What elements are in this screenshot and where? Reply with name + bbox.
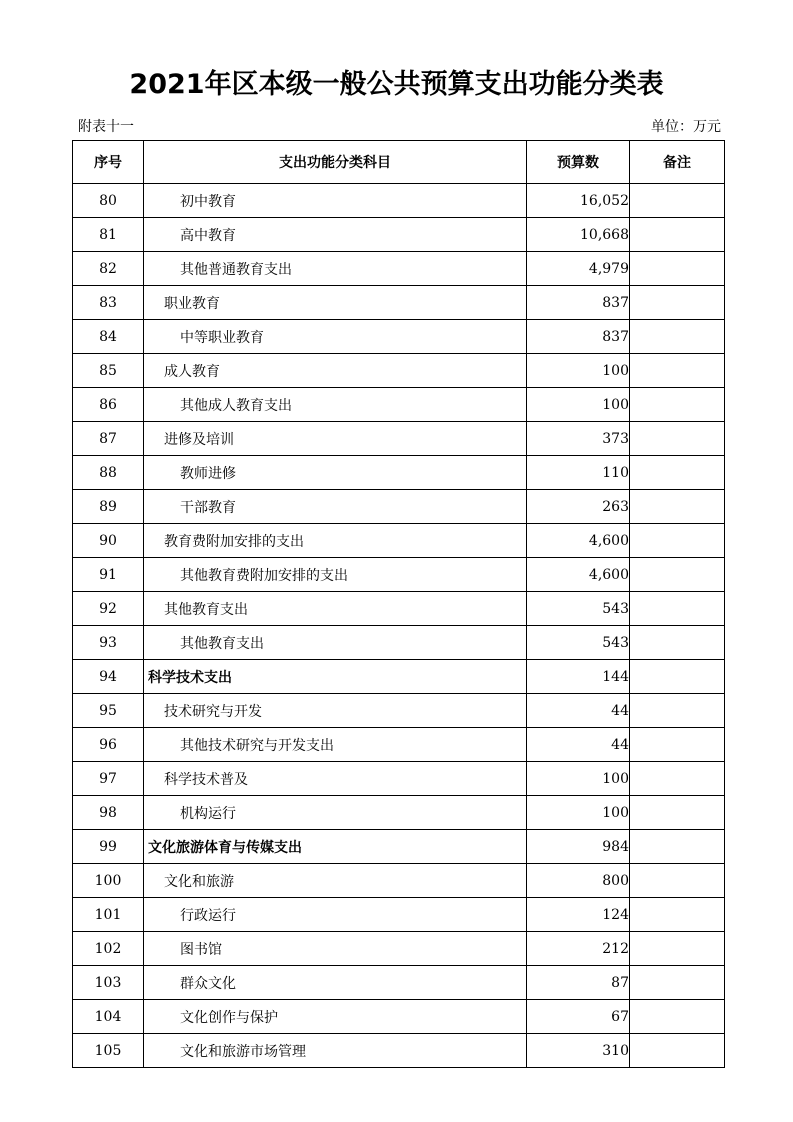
row-item-name: 群众文化 — [144, 966, 527, 1000]
row-budget-amount: 310 — [527, 1034, 630, 1068]
row-item-name: 科学技术支出 — [144, 660, 527, 694]
row-budget-amount: 373 — [527, 422, 630, 456]
row-note — [630, 286, 725, 320]
row-note — [630, 320, 725, 354]
unit-label: 单位：万元 — [651, 119, 721, 135]
table-row — [73, 898, 725, 932]
row-note — [630, 830, 725, 864]
row-number: 82 — [73, 252, 144, 286]
row-note — [630, 456, 725, 490]
row-number: 86 — [73, 388, 144, 422]
row-item-name: 成人教育 — [144, 354, 527, 388]
row-budget-amount: 4,600 — [527, 524, 630, 558]
row-item-name: 中等职业教育 — [144, 320, 527, 354]
row-note — [630, 898, 725, 932]
row-note — [630, 660, 725, 694]
table-row — [73, 388, 725, 422]
row-budget-amount: 263 — [527, 490, 630, 524]
row-budget-amount: 87 — [527, 966, 630, 1000]
table-row — [73, 218, 725, 252]
table-row — [73, 1034, 725, 1068]
row-number: 83 — [73, 286, 144, 320]
row-budget-amount: 543 — [527, 626, 630, 660]
table-row — [73, 184, 725, 218]
row-item-name: 其他教育费附加安排的支出 — [144, 558, 527, 592]
row-number: 96 — [73, 728, 144, 762]
row-item-name: 其他技术研究与开发支出 — [144, 728, 527, 762]
page-title: 2021年区本级一般公共预算支出功能分类表 — [129, 69, 664, 100]
row-item-name: 其他普通教育支出 — [144, 252, 527, 286]
row-note — [630, 966, 725, 1000]
row-budget-amount: 67 — [527, 1000, 630, 1034]
row-number: 94 — [73, 660, 144, 694]
row-item-name: 进修及培训 — [144, 422, 527, 456]
row-item-name: 文化旅游体育与传媒支出 — [144, 830, 527, 864]
row-item-name: 其他教育支出 — [144, 592, 527, 626]
row-number: 102 — [73, 932, 144, 966]
row-note — [630, 184, 725, 218]
row-note — [630, 796, 725, 830]
row-item-name: 机构运行 — [144, 796, 527, 830]
table-row — [73, 252, 725, 286]
row-item-name: 教师进修 — [144, 456, 527, 490]
row-note — [630, 558, 725, 592]
row-budget-amount: 44 — [527, 694, 630, 728]
table-header-row — [73, 141, 725, 184]
appendix-label: 附表十一 — [78, 119, 134, 135]
row-item-name: 文化创作与保护 — [144, 1000, 527, 1034]
row-number: 90 — [73, 524, 144, 558]
row-item-name: 科学技术普及 — [144, 762, 527, 796]
row-budget-amount: 837 — [527, 320, 630, 354]
header-item: 支出功能分类科目 — [144, 141, 527, 184]
row-budget-amount: 100 — [527, 388, 630, 422]
row-budget-amount: 4,979 — [527, 252, 630, 286]
row-item-name: 职业教育 — [144, 286, 527, 320]
table-row — [73, 422, 725, 456]
row-note — [630, 354, 725, 388]
row-number: 84 — [73, 320, 144, 354]
row-note — [630, 864, 725, 898]
table-row — [73, 558, 725, 592]
row-note — [630, 388, 725, 422]
row-item-name: 干部教育 — [144, 490, 527, 524]
table-row — [73, 490, 725, 524]
table-row — [73, 796, 725, 830]
row-number: 104 — [73, 1000, 144, 1034]
row-note — [630, 422, 725, 456]
row-budget-amount: 16,052 — [527, 184, 630, 218]
row-item-name: 图书馆 — [144, 932, 527, 966]
row-note — [630, 626, 725, 660]
row-item-name: 高中教育 — [144, 218, 527, 252]
table-row — [73, 830, 725, 864]
table-body — [73, 184, 725, 1068]
table-row — [73, 456, 725, 490]
row-budget-amount: 10,668 — [527, 218, 630, 252]
row-budget-amount: 110 — [527, 456, 630, 490]
row-number: 101 — [73, 898, 144, 932]
row-item-name: 行政运行 — [144, 898, 527, 932]
row-item-name: 其他成人教育支出 — [144, 388, 527, 422]
row-number: 103 — [73, 966, 144, 1000]
table-row — [73, 932, 725, 966]
row-budget-amount: 212 — [527, 932, 630, 966]
row-budget-amount: 100 — [527, 354, 630, 388]
table-row — [73, 592, 725, 626]
header-budget: 预算数 — [527, 141, 630, 184]
row-item-name: 技术研究与开发 — [144, 694, 527, 728]
row-note — [630, 932, 725, 966]
row-note — [630, 524, 725, 558]
row-note — [630, 1000, 725, 1034]
row-number: 85 — [73, 354, 144, 388]
row-item-name: 其他教育支出 — [144, 626, 527, 660]
row-number: 91 — [73, 558, 144, 592]
row-number: 100 — [73, 864, 144, 898]
row-budget-amount: 100 — [527, 796, 630, 830]
table-row — [73, 966, 725, 1000]
row-budget-amount: 543 — [527, 592, 630, 626]
row-note — [630, 1034, 725, 1068]
row-note — [630, 490, 725, 524]
row-number: 80 — [73, 184, 144, 218]
table-row — [73, 762, 725, 796]
row-item-name: 文化和旅游 — [144, 864, 527, 898]
header-no: 序号 — [73, 141, 144, 184]
budget-table — [72, 140, 725, 1068]
row-note — [630, 252, 725, 286]
table-row — [73, 864, 725, 898]
row-note — [630, 728, 725, 762]
header-note: 备注 — [630, 141, 725, 184]
row-number: 95 — [73, 694, 144, 728]
table-row — [73, 524, 725, 558]
table-row — [73, 286, 725, 320]
table-row — [73, 1000, 725, 1034]
row-number: 105 — [73, 1034, 144, 1068]
row-number: 99 — [73, 830, 144, 864]
row-number: 93 — [73, 626, 144, 660]
row-number: 97 — [73, 762, 144, 796]
row-item-name: 文化和旅游市场管理 — [144, 1034, 527, 1068]
row-number: 87 — [73, 422, 144, 456]
row-budget-amount: 44 — [527, 728, 630, 762]
table-row — [73, 626, 725, 660]
row-note — [630, 592, 725, 626]
row-budget-amount: 124 — [527, 898, 630, 932]
row-number: 81 — [73, 218, 144, 252]
table-row — [73, 728, 725, 762]
row-budget-amount: 144 — [527, 660, 630, 694]
table-row — [73, 660, 725, 694]
row-budget-amount: 984 — [527, 830, 630, 864]
row-budget-amount: 837 — [527, 286, 630, 320]
table-row — [73, 354, 725, 388]
row-number: 92 — [73, 592, 144, 626]
row-budget-amount: 100 — [527, 762, 630, 796]
row-number: 98 — [73, 796, 144, 830]
table-row — [73, 320, 725, 354]
row-item-name: 初中教育 — [144, 184, 527, 218]
row-note — [630, 218, 725, 252]
row-note — [630, 694, 725, 728]
row-number: 88 — [73, 456, 144, 490]
row-item-name: 教育费附加安排的支出 — [144, 524, 527, 558]
row-number: 89 — [73, 490, 144, 524]
row-budget-amount: 4,600 — [527, 558, 630, 592]
row-note — [630, 762, 725, 796]
row-budget-amount: 800 — [527, 864, 630, 898]
table-row — [73, 694, 725, 728]
